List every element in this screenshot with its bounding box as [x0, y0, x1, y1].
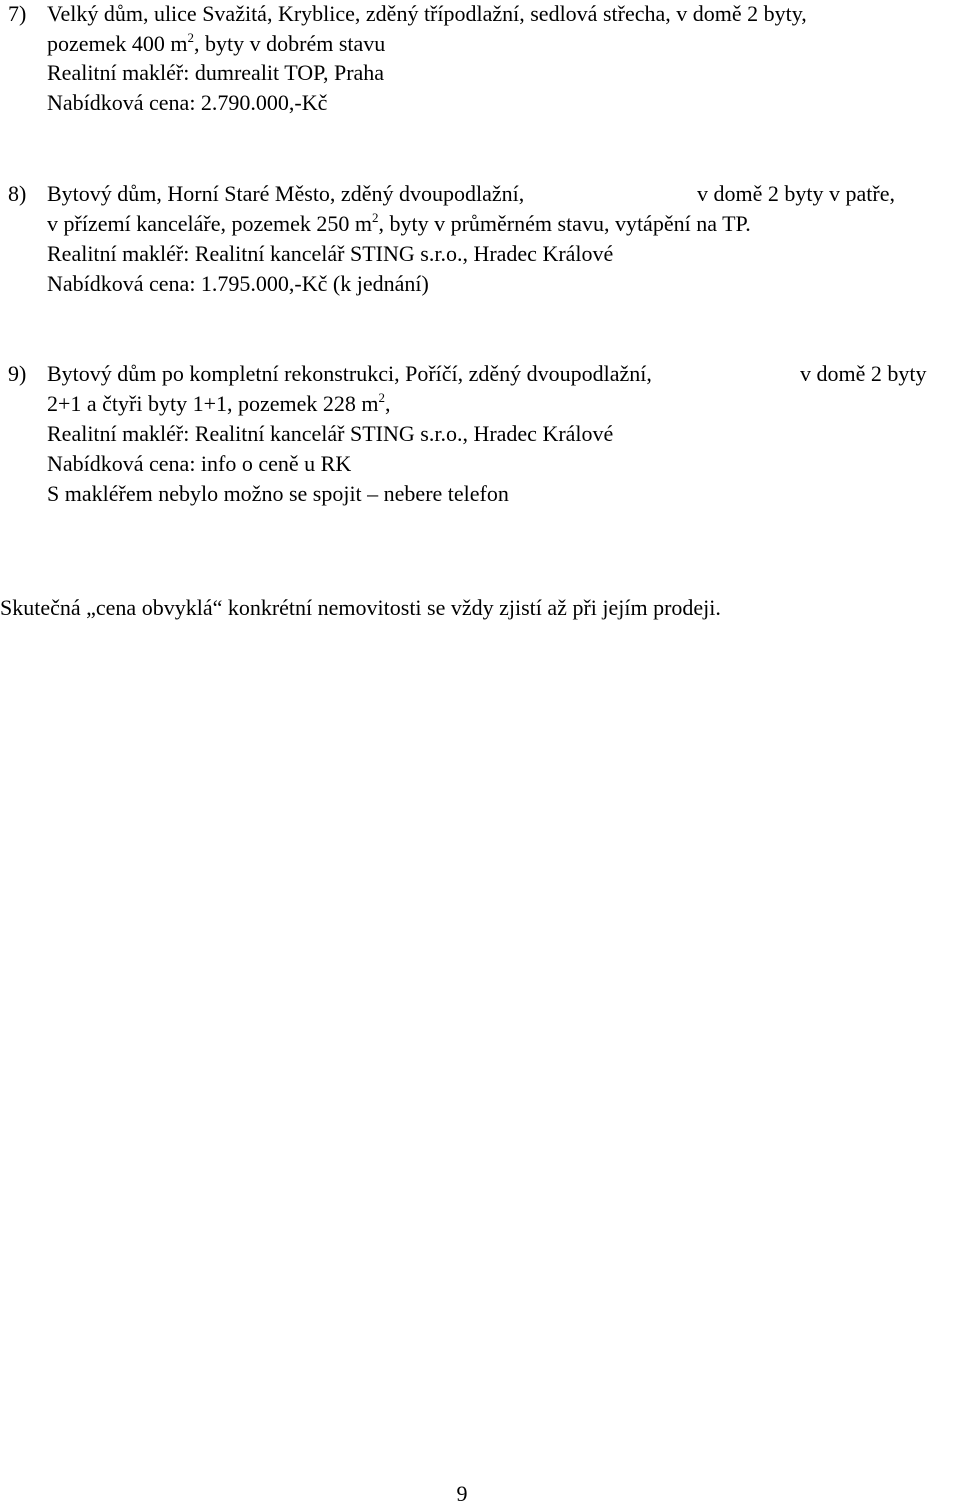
listing-note: S makléřem nebylo možno se spojit – nebere telefon [47, 481, 509, 506]
listing-agent: Realitní makléř: Realitní kancelář STING s.r.o., Hradec Králové [47, 241, 614, 266]
listing-description-cont: v přízemí kanceláře, pozemek 250 $m^2$, byty v průměrném stavu, vytápění na TP. [47, 210, 751, 236]
superscript: 2 [378, 390, 386, 405]
listing-number: 9) [8, 361, 27, 386]
superscript: 2 [371, 210, 379, 225]
listing-agent: Realitní makléř: Realitní kancelář STING s.r.o., Hradec Králové [47, 421, 614, 446]
page-number: 9 [456, 1481, 468, 1506]
listing-price: Nabídková cena: 2.790.000,-Kč [47, 90, 328, 115]
listing-description-right: v domě 2 byty [800, 361, 927, 386]
listing-agent: Realitní makléř: dumrealit TOP, Praha [47, 60, 385, 85]
listing-description-cont: 2+1 a čtyři byty 1+1, pozemek 228 $m^2$, [47, 390, 391, 416]
listing-price: Nabídková cena: 1.795.000,-Kč (k jednání) [47, 271, 429, 296]
listing-description: Velký dům, ulice Svažitá, Kryblice, zděný třípodlažní, sedlová střecha, v domě 2 byty, [47, 1, 807, 26]
listing-description: Bytový dům, Horní Staré Město, zděný dvoupodlažní, [47, 181, 525, 206]
listing-description-right: v domě 2 byty v patře, [697, 181, 895, 206]
listing-number: 7) [8, 1, 27, 26]
listing-number: 8) [8, 181, 27, 206]
listing-description-cont: pozemek 400 $m^2$, byty v dobrém stavu [47, 30, 386, 56]
listing-price: Nabídková cena: info o ceně u RK [47, 451, 352, 476]
listing-description: Bytový dům po kompletní rekonstrukci, Poříčí, zděný dvoupodlažní, [47, 361, 652, 386]
superscript: 2 [187, 30, 195, 45]
footer-note: Skutečná „cena obvyklá“ konkrétní nemovitosti se vždy zjistí až při jejím prodeji. [0, 595, 721, 620]
